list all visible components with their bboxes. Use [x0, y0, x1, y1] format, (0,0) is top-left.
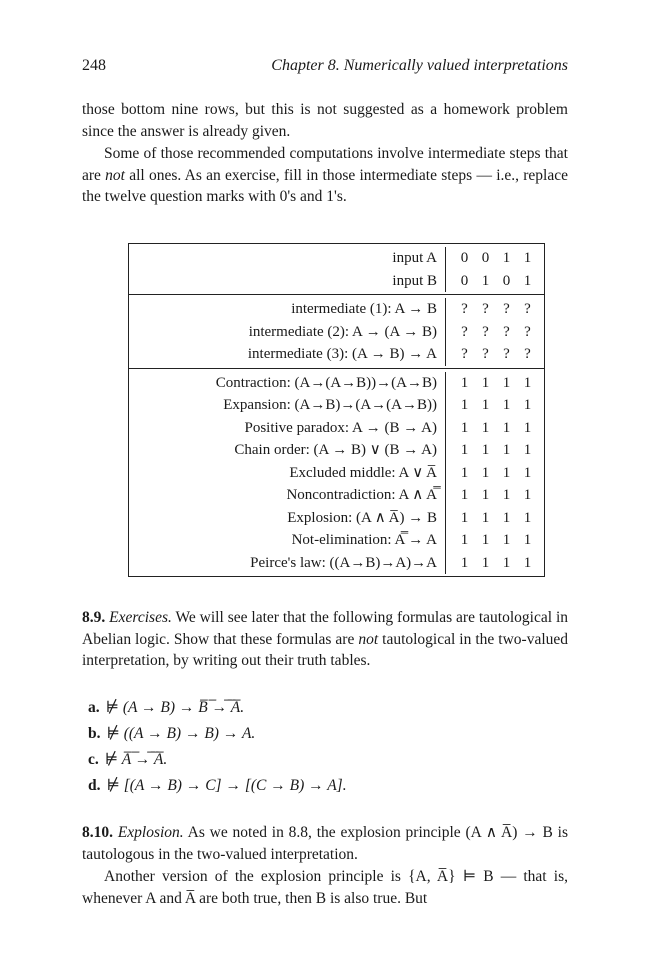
item-label: d. [88, 777, 101, 794]
cell: 1 [481, 272, 490, 289]
item-label: a. [88, 699, 100, 716]
table-row [129, 462, 544, 485]
cell: 1 [481, 442, 490, 458]
cell: 1 [523, 272, 532, 289]
table-section-intermediates [129, 295, 544, 369]
cell: 1 [523, 419, 532, 436]
intro-paragraph-2 [82, 143, 568, 208]
cell: 1 [523, 464, 532, 481]
table-section-laws [129, 369, 544, 577]
cell: 1 [481, 532, 490, 548]
cell: 1 [502, 464, 511, 481]
section-number: 8.9. [82, 609, 106, 626]
cell: 1 [523, 250, 532, 266]
cell: ? [482, 323, 489, 340]
row-label: input A [129, 247, 446, 270]
running-head: Chapter 8. Numerically valued interpretations [271, 57, 568, 74]
row-label: intermediate (3): (A → B) → A [129, 343, 446, 366]
table-row [129, 372, 544, 395]
cell: 1 [523, 509, 532, 526]
cell: 0 [502, 272, 511, 289]
cell: 1 [502, 250, 511, 266]
cell: ? [461, 323, 468, 340]
section-title: Exercises. [109, 609, 172, 626]
table-row [129, 417, 544, 440]
table-row [129, 270, 544, 293]
cell: 1 [460, 532, 469, 548]
item-label: b. [88, 725, 101, 742]
intro-emphasis: not [105, 166, 125, 184]
table-row [129, 394, 544, 417]
cell: ? [503, 346, 510, 362]
cell: 1 [523, 397, 532, 413]
row-label: Positive paradox: A → (B → A) [129, 417, 446, 440]
table-row [129, 507, 544, 530]
cell: 1 [523, 442, 532, 458]
exercise-item-a [88, 697, 244, 718]
table-row [129, 298, 544, 321]
cell: ? [524, 301, 531, 317]
row-label: Contraction: (A→(A→B))→(A→B) [129, 372, 446, 395]
table-row [129, 247, 544, 270]
cell: 1 [502, 374, 511, 391]
cell: 1 [460, 419, 469, 436]
cell: ? [482, 301, 489, 317]
row-label: Explosion: (A ∧ A̅) → B [129, 507, 446, 530]
table-row [129, 439, 544, 462]
cell: 1 [460, 374, 469, 391]
truth-table [128, 243, 545, 577]
cell: 1 [502, 487, 511, 503]
table-row [129, 321, 544, 344]
section-text: As we noted in 8.8, the explosion principle (A ∧ A̅) → B is tautologous in the two-valued interpretation. [82, 824, 568, 863]
section-8-9 [82, 607, 568, 672]
row-label: Excluded middle: A ∨ A̅ [129, 462, 446, 485]
row-label: intermediate (2): A → (A → B) [129, 321, 446, 344]
section-text-b: tautological in the two-valued interpretation, by writing out their truth tables. [82, 630, 569, 669]
row-label: Chain order: (A → B) ∨ (B → A) [129, 439, 446, 462]
row-label: intermediate (1): A → B [129, 298, 446, 321]
cell: 1 [502, 509, 511, 526]
cell: 1 [523, 554, 532, 571]
table-row [129, 552, 544, 575]
table-row [129, 343, 544, 366]
cell: 1 [502, 442, 511, 458]
cell: 1 [481, 374, 490, 391]
cell: 1 [460, 509, 469, 526]
row-label: Expansion: (A→B)→(A→(A→B)) [129, 394, 446, 417]
cell: 1 [460, 397, 469, 413]
item-label: c. [88, 751, 99, 768]
cell: 1 [502, 554, 511, 571]
intro-text-a: Some of those recommended computations involve intermediate steps that are [82, 145, 568, 184]
section-8-10 [82, 822, 568, 865]
intro-text-b: all ones. As an exercise, fill in those intermediate steps — i.e., replace the twelve question marks with 0's and 1's. [82, 166, 568, 205]
cell: ? [524, 346, 531, 362]
exercise-item-d [88, 775, 347, 796]
exercise-item-c [88, 749, 167, 770]
item-formula: ⊭ A̅ ̅→̅ ̅A̅. [104, 751, 168, 768]
cell: ? [524, 323, 531, 340]
cell: 1 [481, 487, 490, 503]
cell: 1 [460, 442, 469, 458]
cell: 1 [502, 419, 511, 436]
cell: 1 [460, 464, 469, 481]
cell: 0 [460, 272, 469, 289]
section-text-a: We will see later that the following formulas are tautological in Abelian logic. Show that these formulas are [82, 609, 569, 648]
cell: ? [461, 301, 468, 317]
row-label: input B [129, 270, 446, 293]
item-formula: ⊭ [(A → B) → C] → [(C → B) → A]. [106, 777, 347, 794]
cell: 1 [481, 554, 490, 571]
cell: 1 [460, 554, 469, 571]
table-section-inputs [129, 244, 544, 295]
section-title: Explosion. [117, 824, 184, 841]
section-8-10-paragraph-2: Another version of the explosion principle is {A, A̅} ⊨ B — that is, whenever A and A̅ are both true, then B is also true. But [82, 868, 568, 907]
cell: 1 [523, 532, 532, 548]
cell: 0 [481, 250, 490, 266]
cell: 1 [502, 532, 511, 548]
exercise-item-b [88, 723, 255, 744]
cell: 1 [481, 397, 490, 413]
cell: 1 [481, 509, 490, 526]
section-number: 8.10. [82, 824, 113, 841]
table-row [129, 484, 544, 507]
cell: 1 [523, 374, 532, 391]
cell: 1 [481, 464, 490, 481]
cell: 1 [481, 419, 490, 436]
page-number: 248 [82, 57, 106, 74]
row-label: Peirce's law: ((A→B)→A)→A [129, 552, 446, 575]
item-formula: ⊭ ((A → B) → B) → A. [106, 725, 256, 742]
cell: 1 [502, 397, 511, 413]
section-emphasis: not [358, 630, 379, 648]
cell: ? [503, 301, 510, 317]
cell: 1 [460, 487, 469, 503]
intro-paragraph-1: those bottom nine rows, but this is not suggested as a homework problem since the answer is already given. [82, 101, 568, 140]
row-label: Not-elimination: A̿ → A [129, 529, 446, 552]
cell: 1 [523, 487, 532, 503]
cell: ? [482, 346, 489, 362]
cell: ? [503, 323, 510, 340]
cell: ? [461, 346, 468, 362]
table-row [129, 529, 544, 552]
row-label: Noncontradiction: A ∧ A̿ [129, 484, 446, 507]
item-formula: ⊭ (A → B) → B̅ ̅→̅ ̅A̅. [105, 699, 245, 716]
cell: 0 [460, 250, 469, 266]
